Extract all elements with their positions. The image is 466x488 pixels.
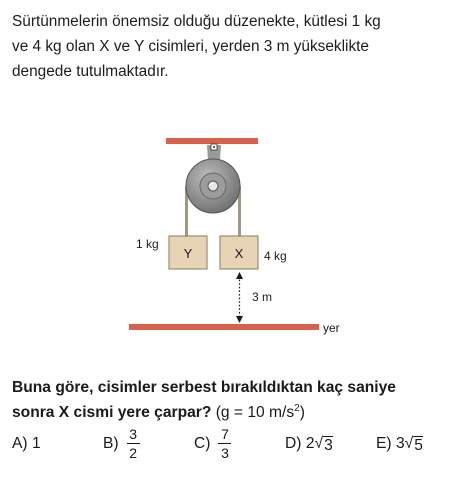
gravity-exponent: 2 bbox=[294, 403, 300, 414]
option-d-coefficient: 2 bbox=[305, 435, 315, 452]
option-e-coefficient: 3 bbox=[395, 435, 405, 452]
option-a-label: A) bbox=[12, 435, 28, 452]
option-b-fraction bbox=[127, 427, 140, 461]
option-d-label: D) bbox=[285, 435, 302, 452]
sqrt-icon: √ bbox=[404, 434, 414, 452]
option-b-denominator: 2 bbox=[129, 445, 137, 462]
intro-line-1: Sürtünmelerin önemsiz olduğu düzenekte, kütlesi 1 kg bbox=[12, 13, 381, 30]
option-d-radicand: 3 bbox=[324, 436, 333, 454]
gravity-suffix: ) bbox=[299, 404, 305, 421]
option-c-label: C) bbox=[194, 435, 211, 452]
option-e-label: E) bbox=[376, 435, 392, 452]
block-y-label: Y bbox=[183, 246, 193, 261]
option-d[interactable] bbox=[285, 424, 333, 464]
right-mass-label: 4 kg bbox=[264, 249, 287, 263]
question bbox=[12, 375, 462, 425]
pulley-wheel bbox=[186, 159, 240, 213]
option-e-radicand: 5 bbox=[414, 436, 423, 454]
gravity-prefix: (g = 10 m/s bbox=[215, 404, 295, 421]
block-x bbox=[220, 236, 258, 269]
question-line-2: sonra X cismi yere çarpar? bbox=[12, 404, 212, 421]
intro-line-3: dengede tutulmaktadır. bbox=[12, 63, 169, 80]
intro-line-2: ve 4 kg olan X ve Y cisimleri, yerden 3 m yükseklikte bbox=[12, 38, 369, 55]
option-b-label: B) bbox=[103, 435, 119, 452]
sqrt-icon: √ bbox=[314, 434, 324, 452]
height-label: 3 m bbox=[252, 290, 273, 304]
gravity-given bbox=[216, 404, 305, 421]
left-mass-label: 1 kg bbox=[136, 237, 159, 251]
option-e-radical bbox=[405, 435, 423, 454]
option-c-numerator: 7 bbox=[221, 425, 229, 442]
ground-line bbox=[129, 324, 319, 330]
option-e[interactable] bbox=[376, 424, 423, 464]
option-a[interactable] bbox=[12, 424, 41, 464]
ground-label: yer bbox=[323, 321, 340, 335]
height-arrow bbox=[236, 272, 243, 323]
ceiling-bar bbox=[166, 138, 258, 144]
option-d-radical bbox=[315, 435, 333, 454]
question-line-1: Buna göre, cisimler serbest bırakıldıktan kaç saniye bbox=[12, 379, 396, 396]
option-b-numerator: 3 bbox=[129, 425, 137, 442]
option-a-value: 1 bbox=[31, 435, 41, 452]
option-b[interactable] bbox=[103, 424, 140, 464]
option-c-fraction bbox=[218, 427, 231, 461]
question-line-2-wrap bbox=[12, 400, 462, 425]
option-c[interactable] bbox=[194, 424, 231, 464]
option-c-denominator: 3 bbox=[221, 445, 229, 462]
block-y bbox=[169, 236, 207, 269]
block-x-label: X bbox=[234, 246, 244, 261]
